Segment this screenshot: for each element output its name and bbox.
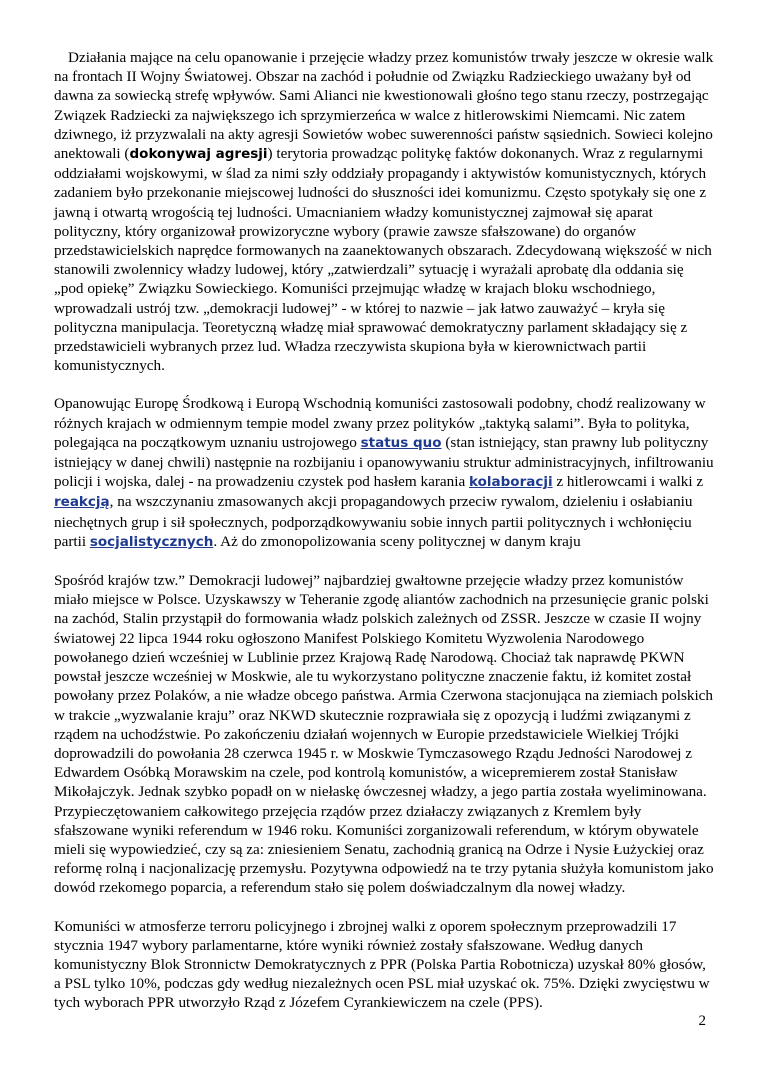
paragraph-1-text-a: Działania mające na celu opanowanie i przejęcie władzy przez komunistów trwały jeszcze w okresie walk na frontach II Wojny Światowej. Obszar na zachód i południe od Związku Radzieckiego uważany był od dawna za sowiecką strefę wpływów. Sami Alianci nie kwestionowali głośno tego stanu rzeczy, postrzegając Związek Radziecki za największego ich sprzymierzeńca w walce z hitlerowskimi Niemcami. Nic zatem dziwnego, iż przyzwalali na akty agresji Sowietów wobec suwerenności państw sąsiednich. Sowieci kolejno anektowali ( — [54, 49, 714, 163]
paragraph-2-text-a: Opanowując Europę Środkową i Europą Wschodnią komuniści zastosowali podobny, chodź realizowany w różnych krajach w odmiennym tempie model zwany przez polityków „taktyką salami”. Była to polityka, polegająca na początkowym uznaniu ustrojowego — [54, 395, 706, 451]
document-body — [54, 48, 714, 1032]
link-kolaboracji[interactable]: kolaboracji — [469, 474, 553, 491]
link-reakcja[interactable]: reakcją — [54, 494, 110, 511]
paragraph-2-text-d: , na wszczynaniu zmasowanych akcji propagandowych przeciw rywalom, dzieleniu i osłabianiu niechętnych grup i sił społecznych, podporządkowywaniu sobie innych partii politycznych i wchłonięciu partii — [54, 493, 693, 550]
link-socjalistycznych[interactable]: socjalistycznych — [89, 533, 214, 550]
paragraph-4: Komuniści w atmosferze terroru policyjnego i zbrojnej walki z oporem społecznym przeprowadzili 17 stycznia 1947 wybory parlamentarne, które wyniki również zostały sfałszowane. Według danych komunistyczny Blok Stronnictw Demokratycznych z PPR (Polska Partia Robotnicza) uzyskał 80% głosów, a PSL tylko 10%, podczas gdy według niezależnych ocen PSL miał uzyskać ok. 75%. Dzięki zwycięstwu w tych wyborach PPR utworzyło Rząd z Józefem Cyrankiewiczem na czele (PPS). — [54, 917, 710, 1012]
page-number: 2 — [698, 1013, 706, 1029]
link-status-quo[interactable]: status quo — [360, 434, 442, 451]
paragraph-1 — [54, 48, 714, 375]
paragraph-3: Spośród krajów tzw.” Demokracji ludowej” najbardziej gwałtowne przejęcie władzy przez komunistów miało miejsce w Polsce. Uzyskawszy w Teheranie zgodę aliantów zachodnich na przesunięcie granic polski na zachód, Stalin przystąpił do formowania władz polskich zależnych od ZSSR. Jeszcze w czasie II wojny światowej 22 lipca 1944 roku ogłoszono Manifest Polskiego Komitetu Wyzwolenia Narodowego powołanego dzień wcześniej w Lublinie przez Krajową Radę Narodową. Chociaż tak naprawdę PKWN powstał jeszcze wcześniej w Moskwie, ale tu wykorzystano polityczne znaczenie faktu, iż komitet został powołany przez Polaków, a nie władze obcego państwa. Armia Czerwona stacjonująca na ziemiach polskich w trakcie „wyzwalanie kraju” oraz NKWD skutecznie rozprawiała się z opozycją i ludźmi związanymi z rządem na uchodźstwie. Po zakończeniu działań wojennych w Europie przedstawiciele Wielkiej Trójki doprowadzili do powołania 28 czerwca 1945 r. w Moskwie Tymczasowego Rządu Jedności Narodowej z Edwardem Osóbką Morawskim na czele, pod kontrolą komunistów, a wicepremierem został Stanisław Mikołajczyk. Jednak szybko popadł on w niełaskę ówczesnej władzy, a jego partia została wyeliminowana. Przypieczętowaniem całkowitego przejęcia rządów przez działaczy związanych z Kremlem były sfałszowane wyniki referendum w 1946 roku. Komuniści zorganizowali referendum, w którym obywatele mieli się wypowiedzieć, czy są za: zniesieniem Senatu, zachodnią granicą na Odrze i Nysie Łużyckiej oraz reformę rolną i nacjonalizację przemysłu. Pozytywna odpowiedź na te trzy pytania służyła komunistom jako dowód rzekomego poparcia, a referendum stało się polem doświadczalnym dla nowej władzy. — [54, 572, 714, 897]
paragraph-2-text-c: z hitlerowcami i walki z — [552, 473, 704, 491]
paragraph-2-text-b: (stan istniejący, stan prawny lub polityczny istniejący w danej chwili) następnie na rozbijaniu i opanowywaniu struktur administracyjnych, infiltrowaniu policji i wojska, dalej - na prowadzeniu czystek pod hasłem karania — [54, 433, 714, 491]
paragraph-2 — [54, 394, 714, 552]
paragraph-2-text-e: . Aż do zmonopolizowania sceny politycznej w danym kraju — [213, 532, 581, 550]
bold-term: dokonywaj agresji — [129, 146, 268, 163]
paragraph-1-text-b: ) terytoria prowadząc politykę faktów dokonanych. Wraz z regularnymi oddziałami wojskowymi, w ślad za nimi szły oddziały propagandy i aktywistów komunistycznych, których zadaniem było przekonanie miejscowej ludności do słuszności idei komunizmu. Często spotykały się one z jawną i otwartą wrogością tej ludności. Umacnianiem władzy komunistycznej zajmował się aparat polityczny, który organizował prowizoryczne wybory (prawie zawsze sfałszowane) do organów przedstawicielskich naprędce formowanych na zaanektowanych obszarach. Zdecydowaną większość w nich stanowili zwolennicy władzy ludowej, który „zatwierdzali” sytuację i wyrażali aprobatę dla oddania się „pod opiekę” Związku Sowieckiego. Komuniści przejmując władzę w krajach bloku wschodniego, wprowadzali ustrój tzw. „demokracji ludowej” - w której to nazwie – jak łatwo zauważyć – kryła się polityczna manipulacja. Teoretyczną władzę miał sprawować demokratyczny parlament składający się z przedstawicieli wybranych przez lud. Władza rzeczywista skupiona była w kierownictwach partii komunistycznych. — [54, 145, 712, 375]
